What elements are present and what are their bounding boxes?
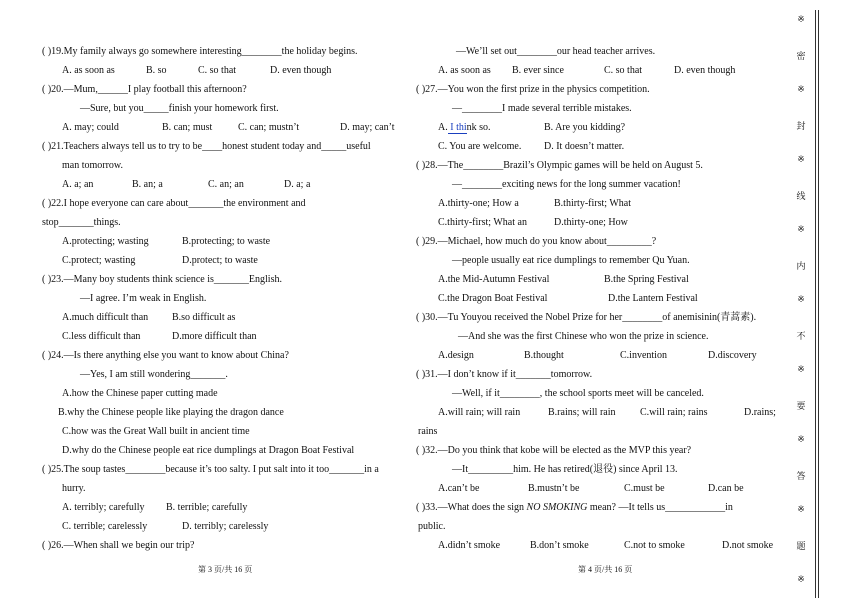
q20-stem: ( )20.—Mum,______I play football this afternoon?	[42, 84, 247, 95]
q27-stem: ( )27.—You won the first prize in the physics competition.	[416, 84, 650, 95]
q33-option-d[interactable]: D.not smoke	[722, 540, 774, 551]
q27-option-c[interactable]: C. You are welcome.	[438, 141, 522, 152]
q32-option-c[interactable]: C.must be	[624, 483, 665, 494]
seal-char: ※	[797, 504, 805, 514]
q31-line2: —Well, if it________, the school sports meet will be canceled.	[452, 388, 704, 399]
q30-option-a[interactable]: A.design	[438, 350, 474, 361]
q22-option-c[interactable]: C.protect; wasting	[62, 255, 136, 266]
q19-option-b[interactable]: B. so	[146, 65, 167, 76]
q25-option-a[interactable]: A. terribly; carefully	[62, 502, 145, 513]
seal-char: 内	[796, 261, 806, 271]
q31-option-d[interactable]: D.rains;	[744, 407, 776, 418]
q20-option-a[interactable]: A. may; could	[62, 122, 119, 133]
q31-option-c[interactable]: C.will rain; rains	[640, 407, 708, 418]
q33-option-a[interactable]: A.didn’t smoke	[438, 540, 501, 551]
q24-option-a[interactable]: A.how the Chinese paper cutting made	[62, 388, 218, 399]
q27-option-a-highlight: I thi	[447, 122, 467, 133]
q21-option-c[interactable]: C. an; an	[208, 179, 244, 190]
q22-option-b[interactable]: B.protecting; to waste	[182, 236, 271, 247]
seal-char: ※	[797, 84, 805, 94]
q31-option-b[interactable]: B.rains; will rain	[548, 407, 616, 418]
q29-stem: ( )29.—Michael, how much do you know about_________?	[416, 236, 657, 247]
q32-stem: ( )32.—Do you think that kobe will be elected as the MVP this year?	[416, 445, 692, 456]
q24-option-c[interactable]: C.how was the Great Wall built in ancient time	[62, 426, 250, 437]
q27-option-a[interactable]	[438, 122, 491, 134]
q32-option-a[interactable]: A.can’t be	[438, 483, 480, 494]
page-footer-right: 第 4 页/共 16 页	[578, 565, 633, 574]
q27-option-b[interactable]: B. Are you kidding?	[544, 122, 626, 133]
q20-option-b[interactable]: B. can; must	[162, 122, 213, 133]
seal-char: ※	[797, 294, 805, 304]
q21-stem: ( )21.Teachers always tell us to try to be____honest student today and_____useful	[42, 141, 371, 152]
q26-option-d[interactable]: D. even though	[674, 65, 736, 76]
q22-option-a[interactable]: A.protecting; wasting	[62, 236, 149, 247]
q24-option-b[interactable]: B.why the Chinese people like playing the dragon dance	[58, 407, 284, 418]
q33-option-c[interactable]: C.not to smoke	[624, 540, 685, 551]
q19-option-c[interactable]: C. so that	[198, 65, 237, 76]
q24-line2: —Yes, I am still wondering_______.	[80, 369, 228, 380]
q26-option-a[interactable]: A. as soon as	[438, 65, 491, 76]
seal-char: ※	[797, 574, 805, 584]
q33-stem-suffix: mean? —It tells us____________in	[587, 502, 733, 513]
seal-char: ※	[797, 434, 805, 444]
q21-option-d[interactable]: D. a; a	[284, 179, 311, 190]
q24-stem: ( )24.—Is there anything else you want to know about China?	[42, 350, 289, 361]
q19-option-a[interactable]: A. as soon as	[62, 65, 115, 76]
q31-option-a[interactable]: A.will rain; will rain	[438, 407, 521, 418]
seal-char: 要	[796, 401, 806, 411]
seal-char: 线	[796, 191, 806, 201]
q23-line2: —I agree. I’m weak in English.	[80, 293, 207, 304]
q33-line2: public.	[418, 521, 446, 532]
seal-char: ※	[797, 224, 805, 234]
q28-option-d[interactable]: D.thirty-one; How	[554, 217, 628, 228]
q30-line2: —And she was the first Chinese who won the prize in science.	[458, 331, 709, 342]
q24-option-d[interactable]: D.why do the Chinese people eat rice dumplings at Dragon Boat Festival	[62, 445, 355, 456]
q20-option-d[interactable]: D. may; can’t	[340, 122, 395, 133]
q22-line2: stop_______things.	[42, 217, 121, 228]
q29-option-b[interactable]: B.the Spring Festival	[604, 274, 689, 285]
seal-char: 密	[796, 51, 806, 61]
q29-line2: —people usually eat rice dumplings to remember Qu Yuan.	[452, 255, 690, 266]
binding-margin	[788, 0, 860, 608]
q29-option-d[interactable]: D.the Lantern Festival	[608, 293, 698, 304]
seal-char: ※	[797, 14, 805, 24]
seal-char: ※	[797, 364, 805, 374]
q26-stem: ( )26.—When shall we begin our trip?	[42, 540, 195, 551]
q32-option-d[interactable]: D.can be	[708, 483, 744, 494]
q21-line2: man tomorrow.	[62, 160, 124, 171]
q33-stem	[416, 502, 733, 514]
q31-option-d-cont: rains	[418, 426, 438, 437]
q28-option-b[interactable]: B.thirty-first; What	[554, 198, 632, 209]
q30-option-d[interactable]: D.discovery	[708, 350, 757, 361]
q20-line2: —Sure, but you_____finish your homework first.	[80, 103, 279, 114]
q27-option-a-prefix: A.	[438, 122, 448, 133]
binding-line	[815, 10, 816, 598]
q26-line2: —We’ll set out________our head teacher arrives.	[456, 46, 656, 57]
q21-option-b[interactable]: B. an; a	[132, 179, 163, 190]
q19-option-d[interactable]: D. even though	[270, 65, 332, 76]
q21-option-a[interactable]: A. a; an	[62, 179, 94, 190]
q33-option-b[interactable]: B.don’t smoke	[530, 540, 589, 551]
seal-char: 答	[796, 471, 806, 481]
q19-stem: ( )19.My family always go somewhere interesting________the holiday begins.	[42, 46, 358, 57]
q23-option-b[interactable]: B.so difficult as	[172, 312, 236, 323]
q25-line2: hurry.	[62, 483, 86, 494]
q33-sign-text: NO SMOKING	[526, 502, 588, 513]
q22-option-d[interactable]: D.protect; to waste	[182, 255, 258, 266]
q29-option-a[interactable]: A.the Mid-Autumn Festival	[438, 274, 550, 285]
q25-stem: ( )25.The soup tastes________because it’s too salty. I put salt into it too_______in a	[42, 464, 379, 475]
q20-option-c[interactable]: C. can; mustn’t	[238, 122, 300, 133]
q28-option-a[interactable]: A.thirty-one; How a	[438, 198, 519, 209]
q25-option-b[interactable]: B. terrible; carefully	[166, 502, 248, 513]
q23-option-d[interactable]: D.more difficult than	[172, 331, 257, 342]
seal-char: 题	[796, 541, 806, 551]
q32-option-b[interactable]: B.mustn’t be	[528, 483, 580, 494]
q32-line2: —It_________him. He has retired(退役) since April 13.	[452, 464, 678, 475]
page-footer-left: 第 3 页/共 16 页	[198, 565, 253, 574]
q30-option-c[interactable]: C.invention	[620, 350, 667, 361]
q23-stem: ( )23.—Many boy students think science is_______English.	[42, 274, 282, 285]
q25-option-d[interactable]: D. terribly; carelessly	[182, 521, 269, 532]
q29-option-c[interactable]: C.the Dragon Boat Festival	[438, 293, 548, 304]
q31-stem: ( )31.—I don’t know if it_______tomorrow.	[416, 369, 593, 380]
q26-option-b[interactable]: B. ever since	[512, 65, 564, 76]
q28-option-c[interactable]: C.thirty-first; What an	[438, 217, 527, 228]
q23-option-a[interactable]: A.much difficult than	[62, 312, 149, 323]
q27-option-a-suffix: nk so.	[466, 122, 491, 133]
q22-stem: ( )22.I hope everyone can care about_______the environment and	[42, 198, 306, 209]
q28-line2: —________exciting news for the long summer vacation!	[452, 179, 681, 190]
q26-option-c[interactable]: C. so that	[604, 65, 643, 76]
q28-stem: ( )28.—The________Brazil’s Olympic games will be held on August 5.	[416, 160, 703, 171]
q25-option-c[interactable]: C. terrible; carelessly	[62, 521, 148, 532]
q30-stem: ( )30.—Tu Youyou received the Nobel Prize for her________of anemisinin(青蒿素).	[416, 312, 757, 323]
q33-stem-prefix: ( )33.—What does the sign	[416, 502, 527, 513]
q27-option-d[interactable]: D. It doesn’t matter.	[544, 141, 625, 152]
seal-char: ※	[797, 154, 805, 164]
seal-char: 不	[796, 331, 806, 341]
q23-option-c[interactable]: C.less difficult than	[62, 331, 141, 342]
seal-char: 封	[796, 121, 806, 131]
q30-option-b[interactable]: B.thought	[524, 350, 564, 361]
binding-line-inner	[818, 10, 819, 598]
q27-line2: —________I made several terrible mistakes.	[452, 103, 632, 114]
